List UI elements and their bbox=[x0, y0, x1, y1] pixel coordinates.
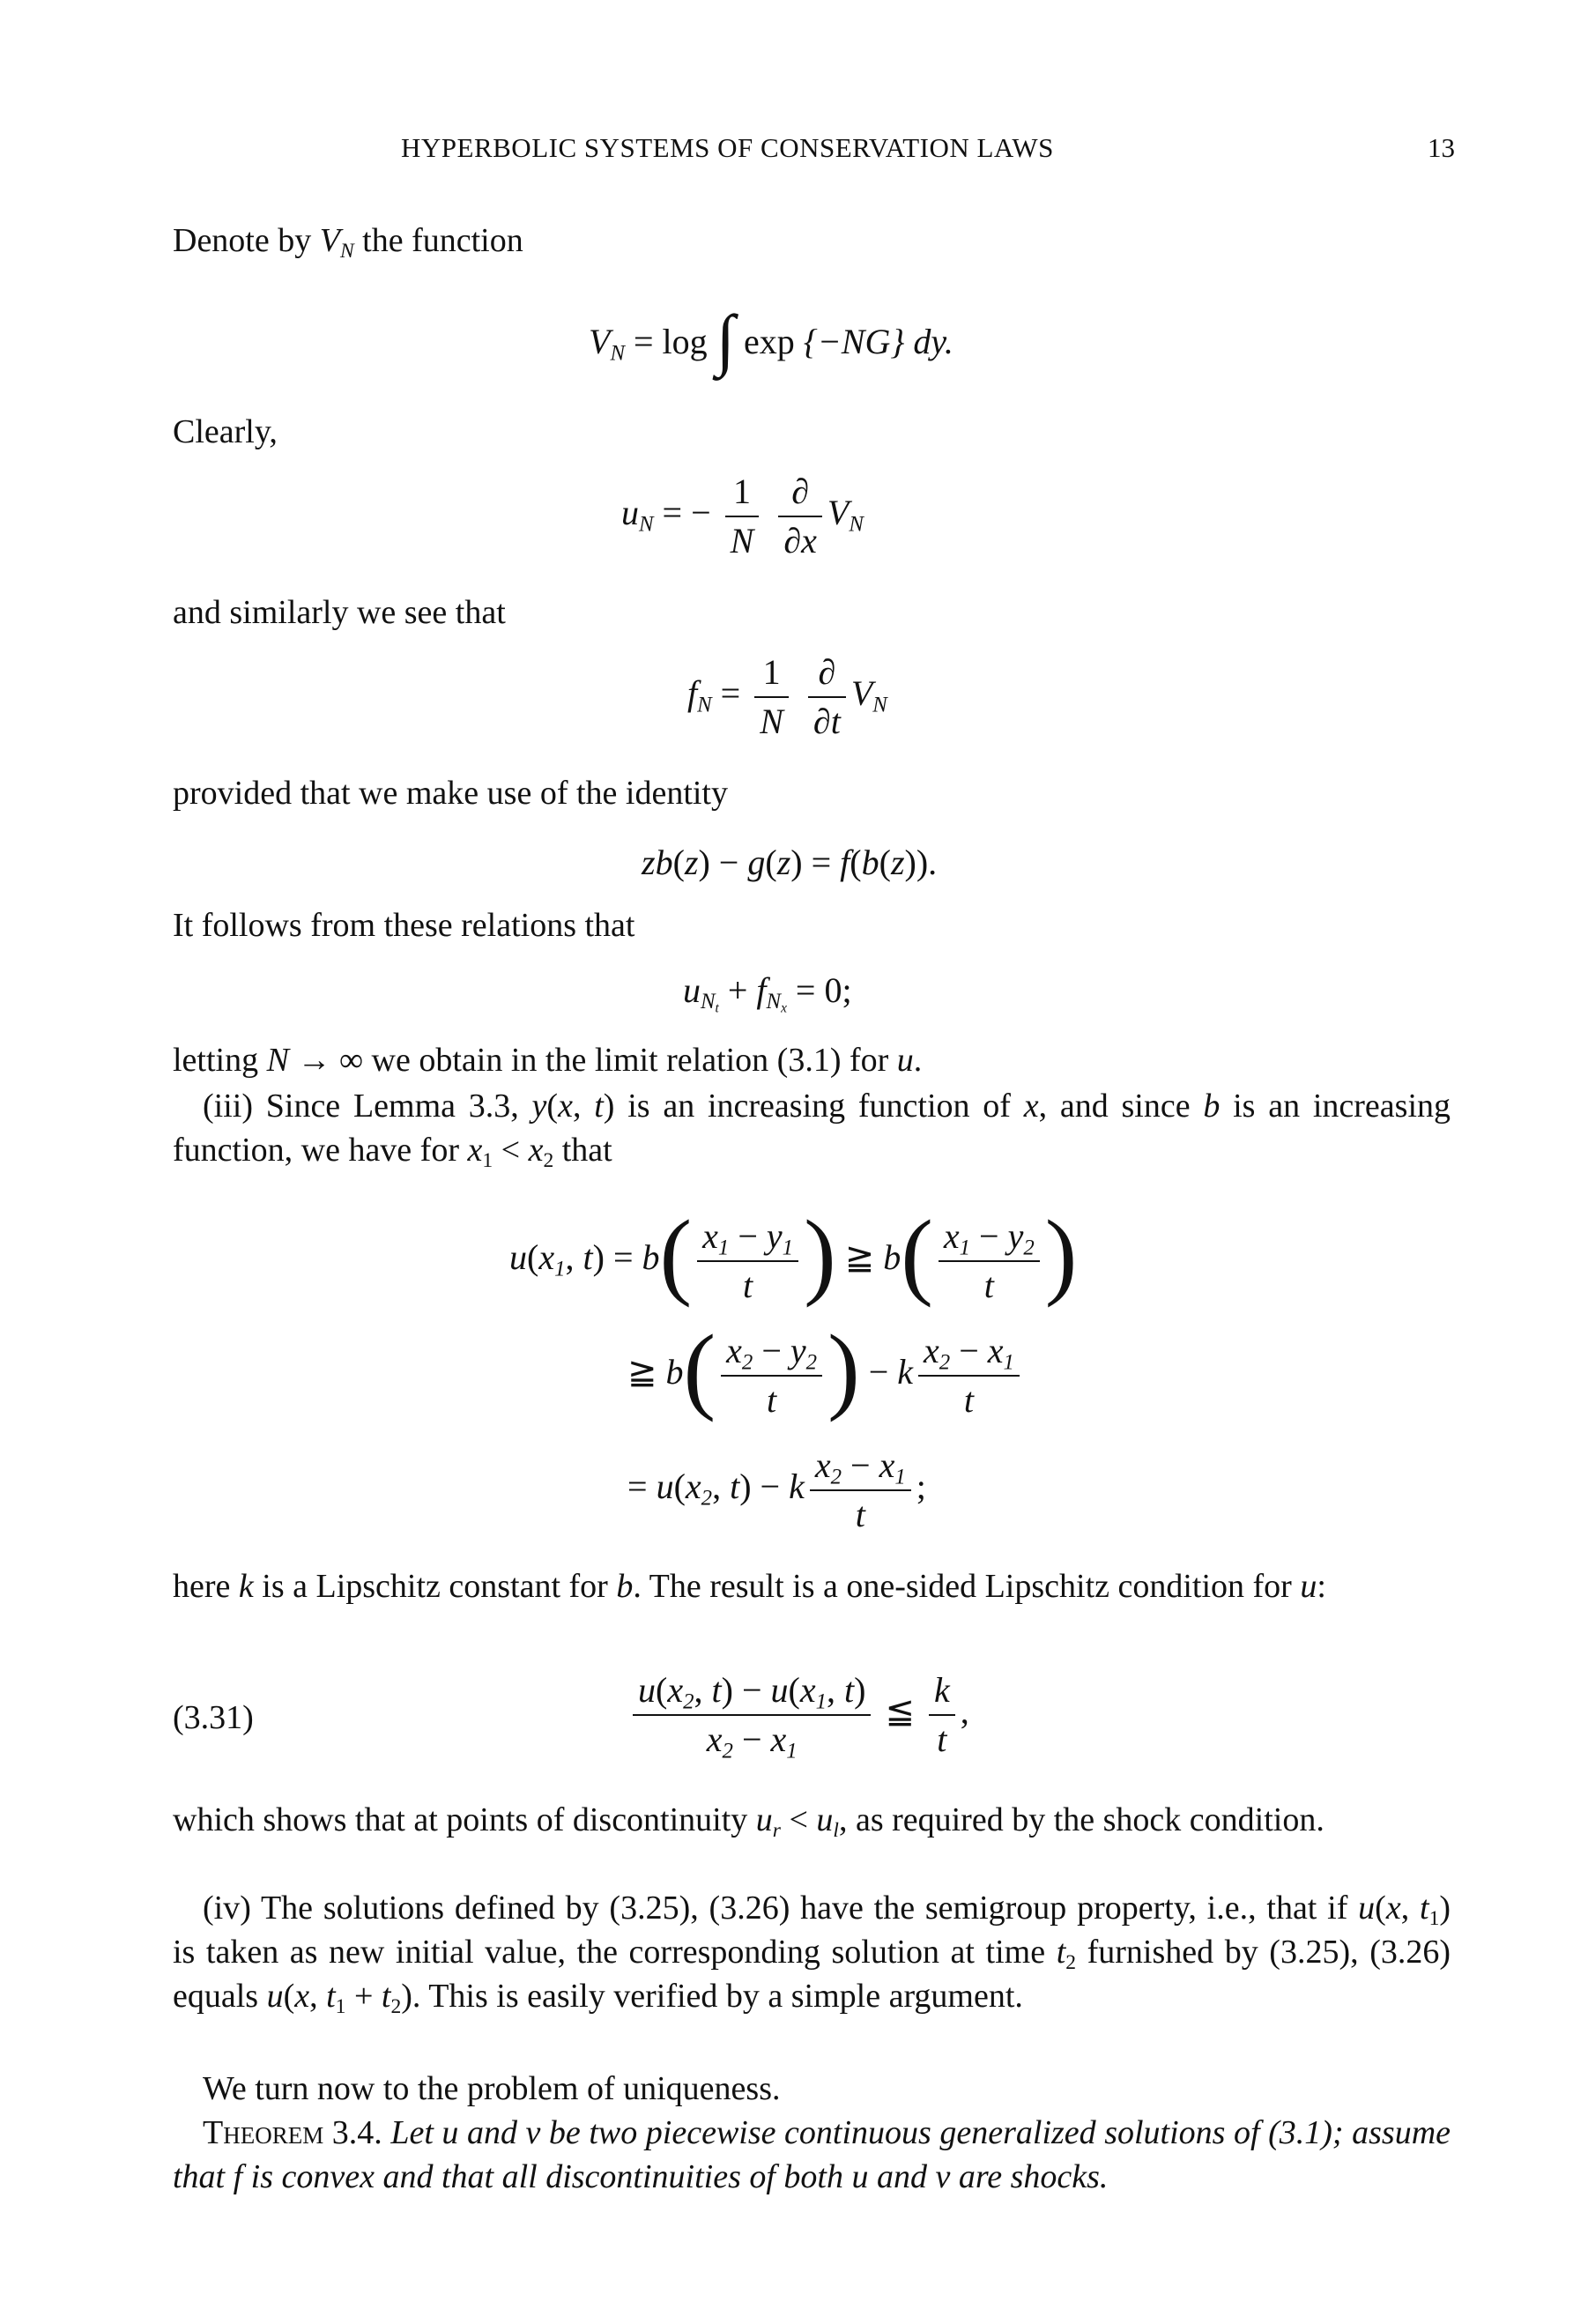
paragraph-here-k: here k is a Lipschitz constant for b. The result is a one-sided Lipschitz condition for u: bbox=[173, 1568, 1326, 1605]
paragraph-follows: It follows from these relations that bbox=[173, 907, 635, 944]
equation-fn: $f_N$ = $\frac{1}{N}$ $\frac{\partial}{\partial t}$ $V_N$ bbox=[687, 652, 887, 741]
theorem-heading: Theorem 3.4. bbox=[203, 2114, 382, 2151]
equation-chain-1: $u(x_1$, t) = b( $\frac{x_1 - y_1}{t}$ ) ≧ b( $\frac{x_1 - y_2}{t}$ ) bbox=[509, 1200, 1078, 1309]
equation-label-3-31: (3.31) bbox=[173, 1699, 254, 1736]
running-title: HYPERBOLIC SYSTEMS OF CONSERVATION LAWS bbox=[401, 132, 1054, 163]
equation-3-31: $\frac{u(x_2, t) - u(x_1, t)}{x_2 - x_1}$ ≦ $\frac{k}{t}$ , bbox=[627, 1670, 969, 1760]
equation-vn: $V_N = \log$ ∫ exp {−NG} dy. bbox=[589, 301, 953, 377]
equation-conservation: $u_{N_t} + f_{N_x} = 0$; bbox=[683, 970, 852, 1017]
paragraph-which-shows: which shows that at points of discontinuity $u_r < u_l$, as required by the shock condition. bbox=[173, 1801, 1324, 1843]
paragraph-similarly: and similarly we see that bbox=[173, 594, 506, 631]
paragraph-letting: letting N → ∞ we obtain in the limit relation (3.1) for u. bbox=[173, 1042, 923, 1079]
page-number: 13 bbox=[1428, 132, 1455, 163]
equation-identity: zb(z) − g(z) = f(b(z)). bbox=[642, 843, 938, 882]
paragraph-item-iv: (iv) The solutions defined by (3.25), (3.26) have the semigroup property, i.e., that if u(x, $t_1$) is taken as new initial value, the corresponding solution at time $t_2$ furnished by (3.25), (3.26) equals u(x, $t_1 + t_2$). This is easily verified by a simple argument. bbox=[173, 1890, 1451, 2019]
equation-un: $u_N$ = − $\frac{1}{N}$ $\frac{\partial}{\partial x}$ $V_N$ bbox=[621, 471, 864, 561]
equation-chain-2: ≧ b( $\frac{x_2 - y_2}{t}$ ) − k $\frac{x_2 - x_1}{t}$ bbox=[627, 1331, 1025, 1421]
theorem-3-4 bbox=[173, 2111, 1451, 2199]
paragraph-item-iii: (iii) Since Lemma 3.3, y(x, t) is an increasing function of x, and since b is an increasing function, we have for $x_1 < x_2$ that bbox=[173, 1088, 1451, 1173]
equation-chain-3: = $u(x_2$, t) − k $\frac{x_2 - x_1}{t}$ ; bbox=[627, 1445, 926, 1534]
paragraph-provided: provided that we make use of the identity bbox=[173, 775, 728, 812]
theorem-body: Let u and v be two piecewise continuous generalized solutions of (3.1); assume that f is convex and that all discontinuities of both u and v are shocks. bbox=[173, 2114, 1451, 2195]
paragraph-clearly: Clearly, bbox=[173, 413, 278, 450]
paragraph-denote: Denote by $V_N$ the function bbox=[173, 222, 523, 264]
paragraph-uniqueness: We turn now to the problem of uniqueness. bbox=[203, 2070, 781, 2107]
